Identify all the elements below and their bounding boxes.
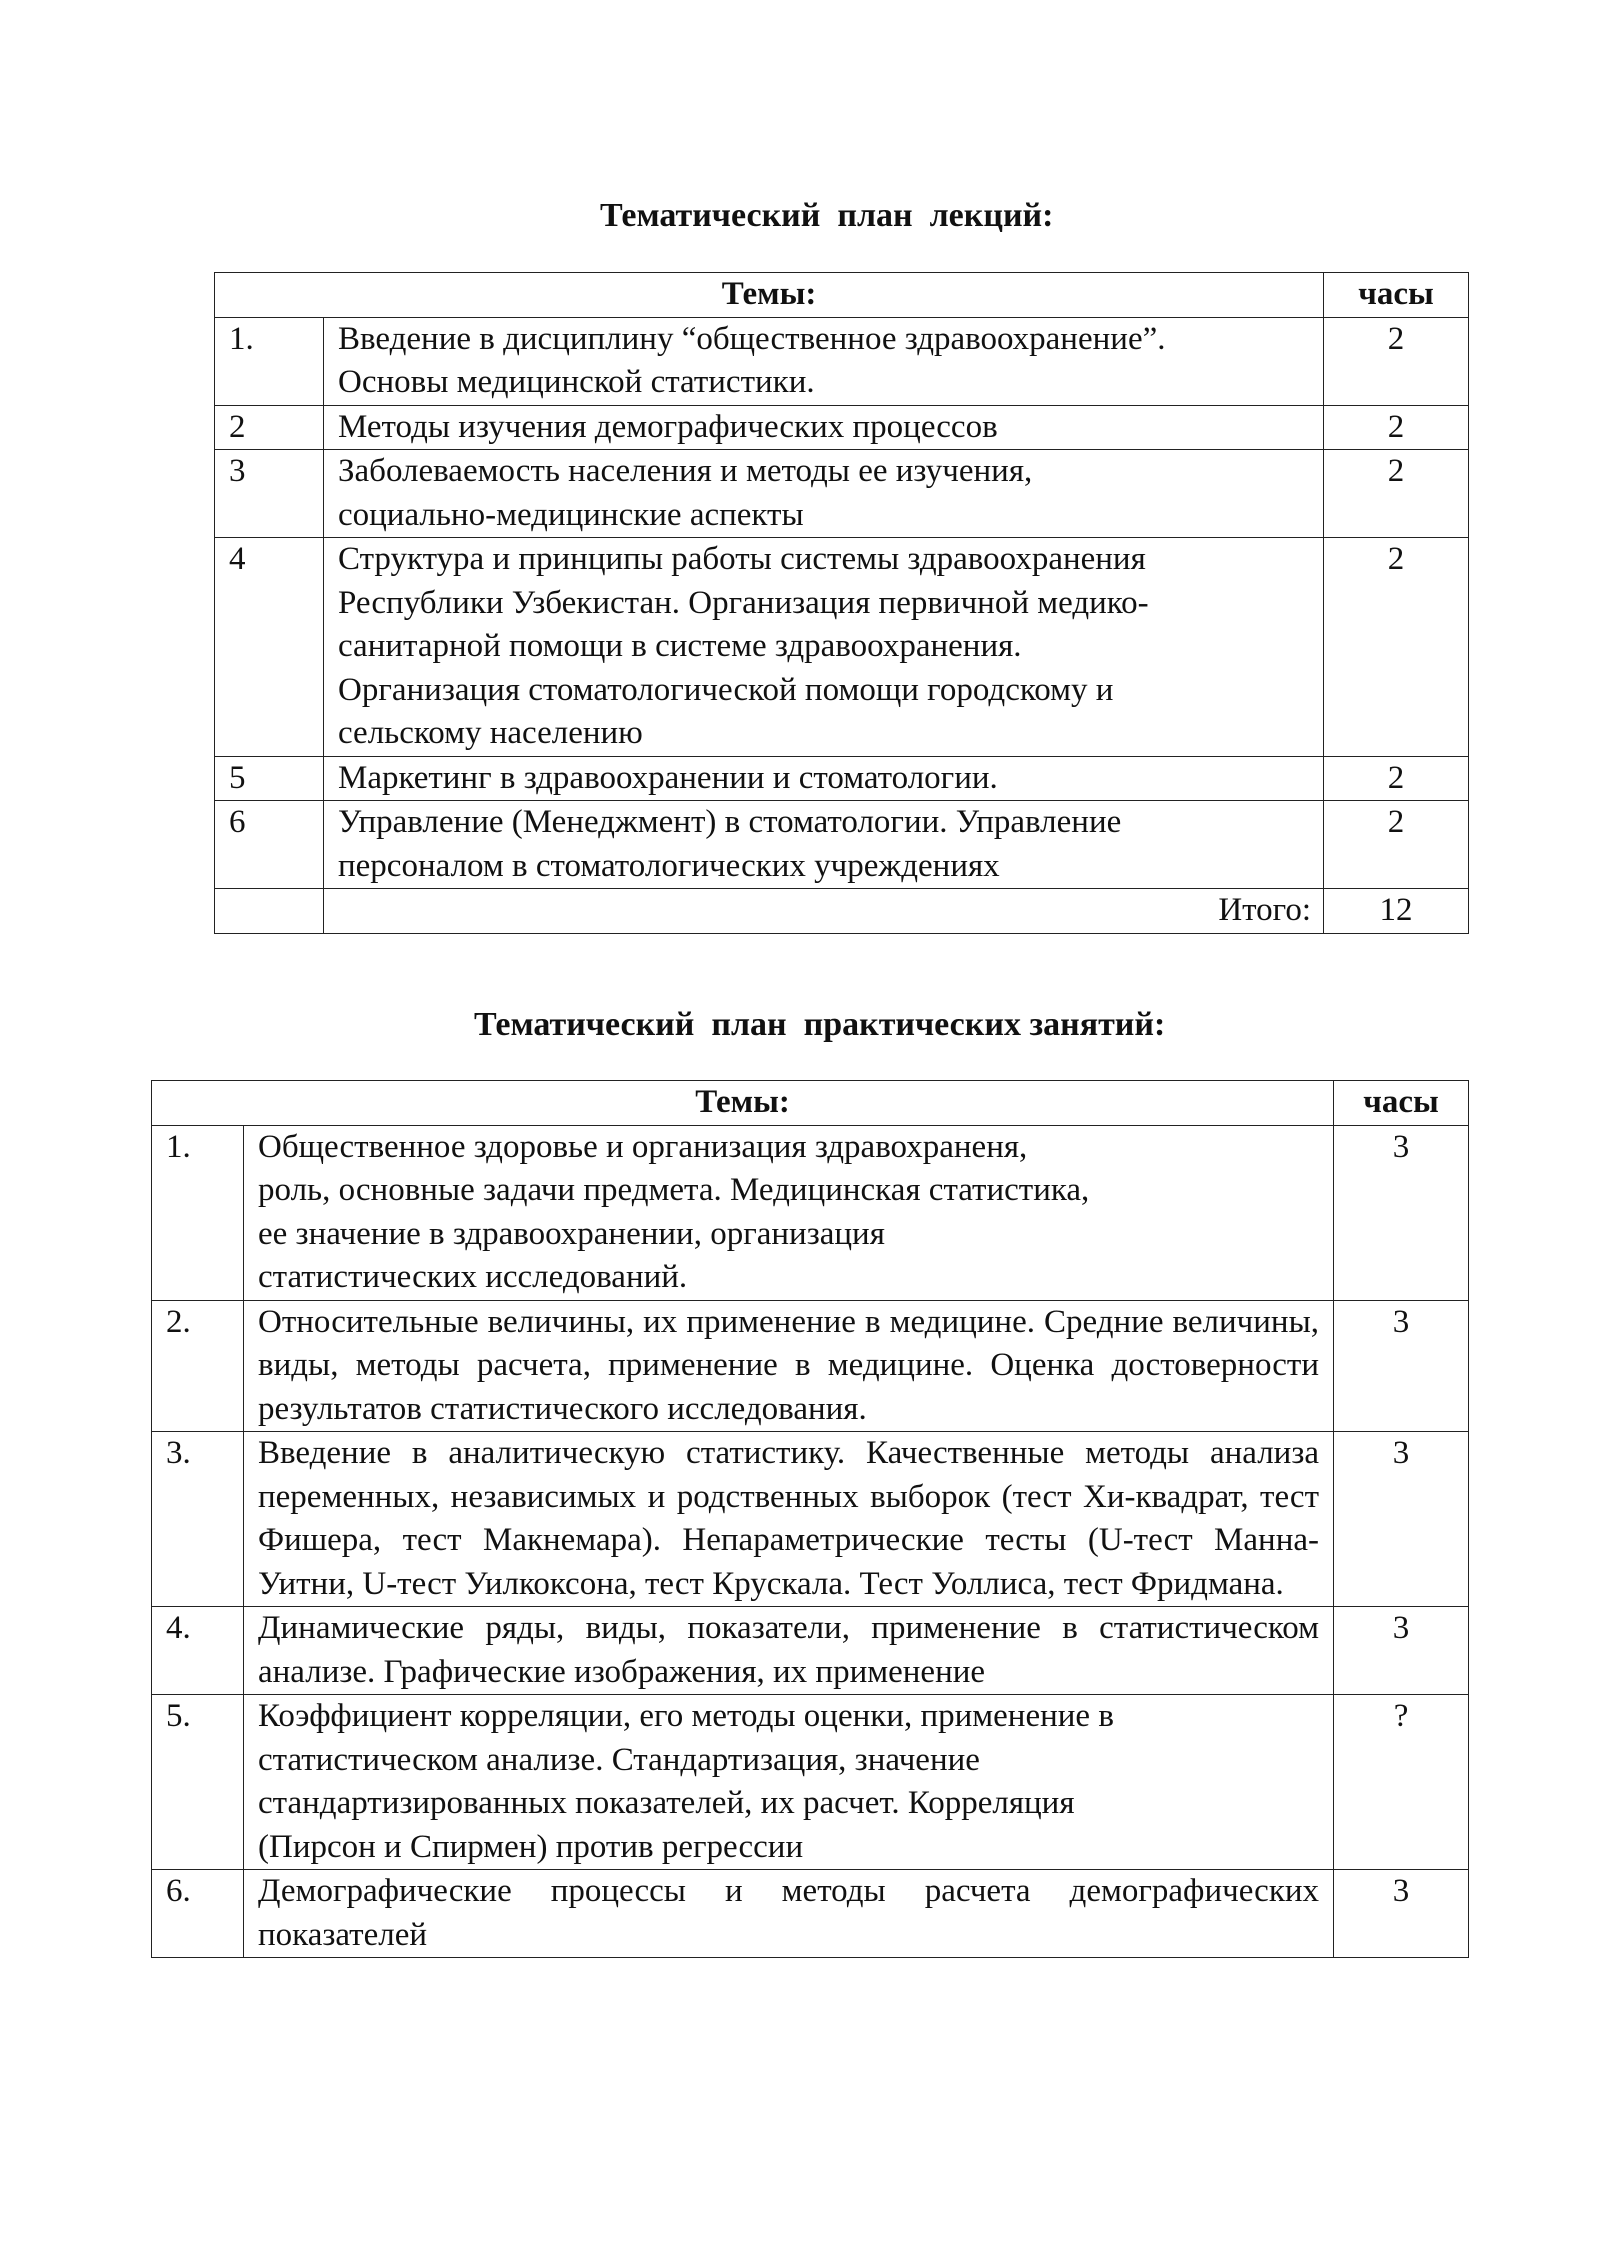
- row-number: 5: [215, 756, 324, 801]
- topics-header: Темы:: [215, 273, 1324, 318]
- topic-line: Заболеваемость населения и методы ее изучения,: [338, 453, 1033, 489]
- topic-cell: Относительные величины, их применение в медицине. Средние величины, виды, методы расчета, применение в медицине. Оценка достоверности результатов статистического исследования.: [244, 1300, 1334, 1432]
- table-header-row: [215, 273, 1469, 318]
- table-row: [152, 1300, 1469, 1432]
- table-row: [215, 801, 1469, 889]
- topic-cell: [324, 450, 1324, 538]
- topic-cell: [324, 405, 1324, 450]
- total-value: 12: [1324, 889, 1469, 934]
- row-number: 1.: [215, 317, 324, 405]
- topic-line: статистических исследований.: [258, 1259, 688, 1295]
- topic-line: социально-медицинские аспекты: [338, 496, 804, 533]
- row-number: 1.: [152, 1125, 244, 1300]
- topic-line: Введение в дисциплину “общественное здравоохранение”.: [338, 320, 1166, 357]
- row-number: 6: [215, 801, 324, 889]
- table-row: [152, 1125, 1469, 1300]
- topic-line: роль, основные задачи предмета. Медицинская статистика,: [258, 1172, 1090, 1208]
- topic-line: стандартизированных показателей, их расчет. Корреляция: [258, 1785, 1075, 1821]
- topic-line: Управление (Менеджмент) в стоматологии. Управление: [338, 804, 1122, 840]
- topic-line: санитарной помощи в системе здравоохранения.: [338, 628, 1022, 664]
- topic-cell: Введение в аналитическую статистику. Качественные методы анализа переменных, независимых и родственных выборок (тест Хи-квадрат, тест Фишера, тест Макнемара). Непараметрические тесты (U-тест Манна-Уитни, U-тест Уилкоксона, тест Крускала. Тест Уоллиса, тест Фридмана.: [244, 1432, 1334, 1607]
- topic-cell: [324, 801, 1324, 889]
- table-row: [215, 538, 1469, 757]
- topic-line: Республики Узбекистан. Организация первичной медико-: [338, 584, 1149, 621]
- topic-line: ее значение в здравоохранении, организация: [258, 1215, 885, 1252]
- hours-cell: 2: [1324, 801, 1469, 889]
- hours-cell: 2: [1324, 317, 1469, 405]
- hours-cell: 3: [1334, 1870, 1469, 1958]
- row-number: 4.: [152, 1607, 244, 1695]
- row-number: 3: [215, 450, 324, 538]
- topics-header: Темы:: [152, 1081, 1334, 1126]
- hours-header: часы: [1334, 1081, 1469, 1126]
- topic-line: Структура и принципы работы системы здравоохранения: [338, 541, 1146, 577]
- table-header-row: [152, 1081, 1469, 1126]
- total-row: [215, 889, 1469, 934]
- hours-cell: 2: [1324, 450, 1469, 538]
- hours-cell: 3: [1334, 1607, 1469, 1695]
- hours-cell: ?: [1334, 1695, 1469, 1870]
- table-row: [215, 450, 1469, 538]
- hours-cell: 2: [1324, 538, 1469, 757]
- row-number: 3.: [152, 1432, 244, 1607]
- table-row: [152, 1432, 1469, 1607]
- topic-cell: [244, 1125, 1334, 1300]
- topic-line: Методы изучения демографических процессов: [338, 408, 998, 445]
- table-row: [152, 1695, 1469, 1870]
- row-number: 6.: [152, 1870, 244, 1958]
- hours-cell: 3: [1334, 1125, 1469, 1300]
- table-row: [152, 1870, 1469, 1958]
- practice-plan-table: [151, 1080, 1469, 1958]
- row-number: 4: [215, 538, 324, 757]
- topic-cell: [324, 538, 1324, 757]
- lecture-plan-table: [214, 272, 1469, 934]
- row-number: 2.: [152, 1300, 244, 1432]
- hours-header: часы: [1324, 273, 1469, 318]
- practice-plan-heading: Тематический план практических занятий:: [474, 1006, 1166, 1043]
- topic-line: Маркетинг в здравоохранении и стоматологии.: [338, 759, 998, 796]
- total-label: Итого:: [324, 889, 1324, 934]
- table-row: [215, 317, 1469, 405]
- topic-line: Коэффициент корреляции, его методы оценки, применение в: [258, 1698, 1114, 1734]
- topic-line: Организация стоматологической помощи городскому и: [338, 671, 1114, 708]
- topic-line: Основы медицинской статистики.: [338, 364, 815, 400]
- topic-line: (Пирсон и Спирмен) против регрессии: [258, 1828, 804, 1865]
- hours-cell: 2: [1324, 756, 1469, 801]
- empty-cell: [215, 889, 324, 934]
- hours-cell: 3: [1334, 1432, 1469, 1607]
- row-number: 2: [215, 405, 324, 450]
- topic-cell: [244, 1695, 1334, 1870]
- topic-cell: Динамические ряды, виды, показатели, применение в статистическом анализе. Графические изображения, их применение: [244, 1607, 1334, 1695]
- topic-line: статистическом анализе. Стандартизация, значение: [258, 1741, 980, 1778]
- topic-cell: Демографические процессы и методы расчета демографических показателей: [244, 1870, 1334, 1958]
- hours-cell: 3: [1334, 1300, 1469, 1432]
- lecture-plan-heading: Тематический план лекций:: [600, 197, 1054, 234]
- table-row: [215, 756, 1469, 801]
- table-row: [152, 1607, 1469, 1695]
- table-row: [215, 405, 1469, 450]
- topic-line: персоналом в стоматологических учреждениях: [338, 847, 1000, 884]
- hours-cell: 2: [1324, 405, 1469, 450]
- topic-line: Общественное здоровье и организация здравохраненя,: [258, 1128, 1028, 1165]
- topic-cell: [324, 317, 1324, 405]
- topic-line: сельскому населению: [338, 715, 643, 751]
- topic-cell: [324, 756, 1324, 801]
- row-number: 5.: [152, 1695, 244, 1870]
